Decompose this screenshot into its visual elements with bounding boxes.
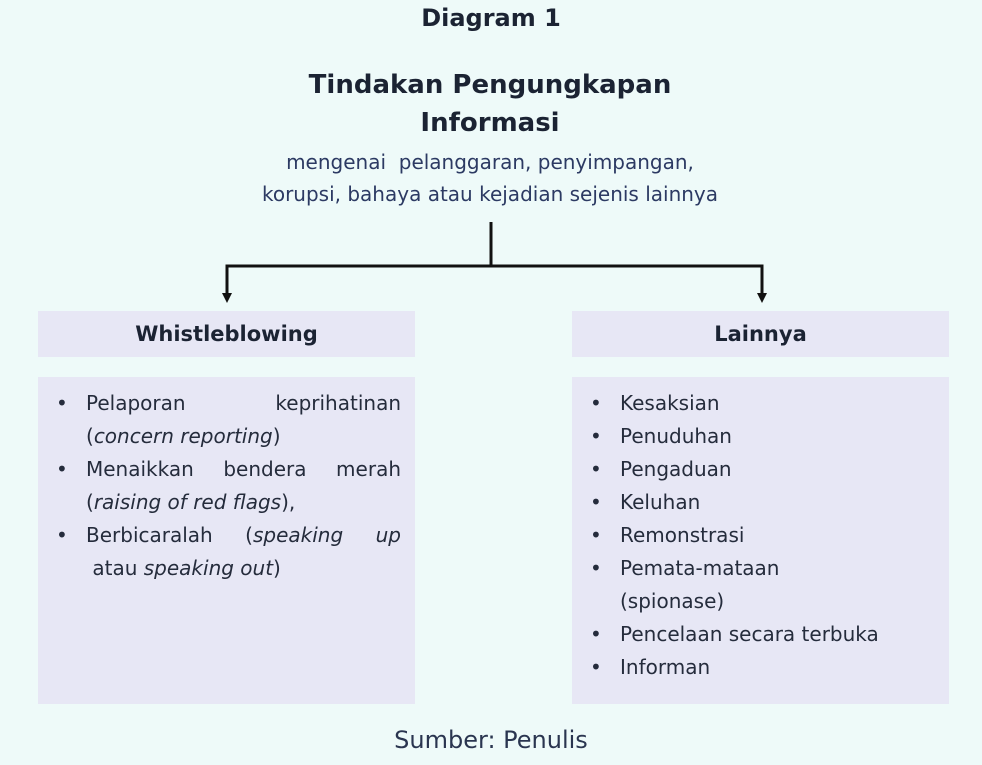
bullet-icon: • — [590, 490, 602, 514]
diagram-label: Diagram 1 — [421, 4, 561, 32]
root-title: Tindakan Pengungkapan Informasi — [308, 70, 672, 138]
root-subtitle-line-1: mengenai pelanggaran, penyimpangan, — [286, 150, 694, 174]
item-text: Kesaksian — [620, 391, 720, 415]
item-text: ), — [281, 490, 296, 514]
lainnya-header: Lainnya — [572, 311, 949, 357]
item-text: Berbicaralah ( — [86, 523, 253, 547]
whistleblowing-header: Whistleblowing — [38, 311, 415, 357]
whistleblowing-list — [52, 387, 401, 585]
item-text: Penuduhan — [620, 424, 732, 448]
item-text: Pemata-mataan (spionase) — [620, 556, 780, 613]
item-emphasis: raising of red flags — [93, 490, 282, 514]
bullet-icon: • — [590, 391, 602, 415]
item-text: Keluhan — [620, 490, 701, 514]
item-text: ) — [272, 424, 281, 448]
item-text: Pencelaan secara terbuka — [620, 622, 879, 646]
bullet-icon: • — [56, 457, 68, 481]
bullet-icon: • — [590, 622, 602, 646]
list-item — [586, 453, 935, 486]
list-item — [586, 486, 935, 519]
item-text: atau — [86, 556, 144, 580]
list-item — [586, 420, 935, 453]
whistleblowing-list-box — [38, 377, 415, 704]
bullet-icon: • — [56, 523, 68, 547]
bullet-icon: • — [590, 655, 602, 679]
lainnya-list — [586, 387, 935, 684]
list-item — [52, 519, 401, 585]
item-emphasis: concern reporting — [93, 424, 273, 448]
list-item — [586, 552, 935, 618]
bullet-icon: • — [590, 556, 602, 580]
list-item — [52, 387, 401, 453]
lainnya-list-box — [572, 377, 949, 704]
list-item — [586, 519, 935, 552]
item-emphasis: speaking up — [252, 523, 401, 547]
list-item — [586, 651, 935, 684]
item-text: ) — [273, 556, 281, 580]
item-text: Pengaduan — [620, 457, 732, 481]
bullet-icon: • — [56, 391, 68, 415]
item-text: Remonstrasi — [620, 523, 745, 547]
list-item — [52, 453, 401, 519]
list-item — [586, 618, 935, 651]
item-emphasis: speaking out — [143, 556, 274, 580]
bullet-icon: • — [590, 424, 602, 448]
root-subtitle-line-2: korupsi, bahaya atau kejadian sejenis lainnya — [261, 182, 719, 206]
bullet-icon: • — [590, 457, 602, 481]
item-text: Pelaporan keprihatinan ( — [86, 391, 401, 448]
bullet-icon: • — [590, 523, 602, 547]
item-text: Menaikkan bendera merah ( — [86, 457, 401, 514]
list-item — [586, 387, 935, 420]
source-caption: Sumber: Penulis — [394, 726, 588, 754]
item-text: Informan — [620, 655, 711, 679]
